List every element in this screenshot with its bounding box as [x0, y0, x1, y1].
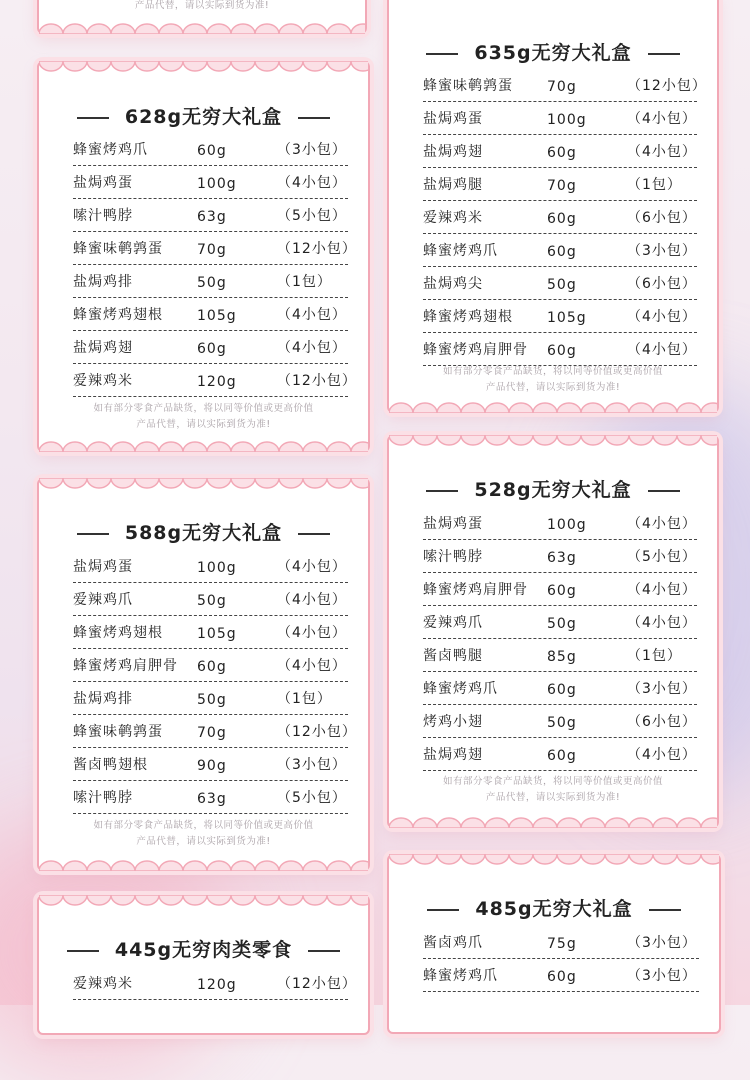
item-quantity: （1包）: [627, 648, 682, 664]
item-quantity: （4小包）: [277, 307, 347, 323]
item-row: [73, 199, 348, 232]
item-weight: 70g: [547, 79, 577, 95]
gift-box-title: 635g无穷大礼盒: [389, 38, 717, 65]
item-name: 盐焗鸡蛋: [73, 559, 133, 575]
footnote: 如有部分零食产品缺货，将以同等价值或更高价值 产品代替，请以实际到货为准!: [442, 366, 663, 393]
item-weight: 100g: [197, 176, 237, 192]
footnote: 如有部分零食产品缺货，将以同等价值或更高价值 产品代替，请以实际到货为准!: [93, 403, 314, 430]
item-row: [423, 672, 697, 705]
item-weight: 60g: [547, 969, 577, 985]
item-name: 蜂蜜烤鸡翅根: [73, 625, 163, 641]
item-weight: 90g: [197, 758, 227, 774]
item-name: 蜂蜜烤鸡翅根: [73, 307, 163, 323]
item-weight: 60g: [547, 583, 577, 599]
item-name: 烤鸡小翅: [423, 714, 483, 730]
item-weight: 50g: [197, 692, 227, 708]
item-row: [73, 550, 348, 583]
item-quantity: （12小包）: [277, 241, 357, 257]
item-weight: 75g: [547, 936, 577, 952]
item-row: [423, 135, 697, 168]
item-weight: 105g: [547, 310, 587, 326]
gift-box-title: 588g无穷大礼盒: [39, 518, 368, 545]
item-weight: 60g: [197, 659, 227, 675]
item-name: 爱辣鸡米: [73, 373, 133, 389]
item-weight: 60g: [547, 244, 577, 260]
item-weight: 120g: [197, 374, 237, 390]
item-quantity: （4小包）: [627, 516, 697, 532]
item-row: [73, 331, 348, 364]
item-row: [423, 333, 697, 366]
gift-box-card-588g: [37, 478, 370, 871]
item-name: 爱辣鸡爪: [73, 592, 133, 608]
item-row: [423, 705, 697, 738]
item-row: [423, 639, 697, 672]
item-name: 嗦汁鸭脖: [73, 790, 133, 806]
item-row: [423, 540, 697, 573]
gift-box-title: 445g无穷肉类零食: [39, 935, 368, 962]
item-row: [73, 298, 348, 331]
item-quantity: （4小包）: [627, 582, 697, 598]
item-weight: 63g: [197, 791, 227, 807]
item-name: 酱卤鸭腿: [423, 648, 483, 664]
item-quantity: （12小包）: [277, 724, 357, 740]
item-name: 盐焗鸡尖: [423, 276, 483, 292]
item-row: [73, 232, 357, 265]
footnote: 如有部分零食产品缺货，将以同等价值或更高价值 产品代替，请以实际到货为准!: [442, 776, 663, 803]
item-quantity: （1包）: [277, 691, 332, 707]
item-quantity: （4小包）: [277, 592, 347, 608]
item-name: 蜂蜜味鹌鹑蛋: [423, 78, 513, 94]
item-quantity: （4小包）: [277, 340, 347, 356]
scalloped-edge: [39, 855, 368, 871]
item-row: [423, 102, 697, 135]
item-name: 蜂蜜烤鸡翅根: [423, 309, 513, 325]
item-row: [423, 234, 697, 267]
scalloped-edge: [39, 478, 368, 494]
item-weight: 50g: [197, 593, 227, 609]
item-row: [423, 300, 697, 333]
item-weight: 105g: [197, 626, 237, 642]
item-row: [73, 682, 348, 715]
scalloped-edge: [389, 397, 717, 413]
item-weight: 60g: [547, 343, 577, 359]
gift-box-title: 528g无穷大礼盒: [389, 475, 717, 502]
item-row: [423, 959, 699, 992]
item-name: 盐焗鸡翅: [423, 144, 483, 160]
item-name: 嗦汁鸭脖: [73, 208, 133, 224]
item-weight: 100g: [547, 112, 587, 128]
item-row: [73, 967, 357, 1000]
item-name: 蜂蜜烤鸡爪: [423, 243, 498, 259]
item-name: 蜂蜜烤鸡爪: [73, 142, 148, 158]
item-quantity: （4小包）: [277, 625, 347, 641]
item-weight: 50g: [547, 616, 577, 632]
item-name: 酱卤鸡爪: [423, 935, 483, 951]
scalloped-edge: [39, 18, 365, 34]
item-name: 盐焗鸡排: [73, 691, 133, 707]
gift-box-card-485g: [387, 854, 721, 1034]
item-quantity: （3小包）: [627, 968, 697, 984]
item-row: [423, 507, 697, 540]
scalloped-edge: [389, 435, 717, 451]
item-quantity: （1包）: [627, 177, 682, 193]
gift-box-card-445g: [37, 895, 370, 1035]
item-list: [73, 133, 357, 397]
item-quantity: （6小包）: [627, 714, 697, 730]
scalloped-edge: [39, 436, 368, 452]
gift-box-card-628g: [37, 61, 370, 452]
item-weight: 70g: [197, 242, 227, 258]
item-quantity: （4小包）: [277, 559, 347, 575]
gift-box-card-635g: [387, 0, 719, 413]
item-weight: 100g: [547, 517, 587, 533]
item-quantity: （3小包）: [627, 681, 697, 697]
item-name: 爱辣鸡米: [423, 210, 483, 226]
item-name: 蜂蜜烤鸡爪: [423, 968, 498, 984]
item-row: [423, 168, 697, 201]
item-name: 嗦汁鸭脖: [423, 549, 483, 565]
item-list: [73, 967, 357, 1000]
item-quantity: （12小包）: [277, 976, 357, 992]
item-weight: 63g: [197, 209, 227, 225]
item-row: [73, 649, 348, 682]
item-weight: 63g: [547, 550, 577, 566]
scalloped-edge: [39, 895, 368, 911]
item-quantity: （4小包）: [627, 144, 697, 160]
item-name: 爱辣鸡爪: [423, 615, 483, 631]
item-name: 蜂蜜味鹌鹑蛋: [73, 241, 163, 257]
item-name: 酱卤鸭翅根: [73, 757, 148, 773]
item-weight: 70g: [197, 725, 227, 741]
item-quantity: （4小包）: [277, 658, 347, 674]
item-list: [423, 926, 699, 992]
footnote: 如有部分零食产品缺货，将以同等价值或更高价值 产品代替，请以实际到货为准!: [93, 820, 314, 847]
scalloped-edge: [39, 61, 368, 77]
item-weight: 60g: [547, 211, 577, 227]
item-weight: 50g: [547, 715, 577, 731]
item-name: 蜂蜜烤鸡肩胛骨: [73, 658, 178, 674]
item-name: 盐焗鸡翅: [73, 340, 133, 356]
gift-box-card-528g: [387, 435, 719, 828]
item-row: [423, 69, 707, 102]
item-quantity: （3小包）: [627, 935, 697, 951]
gift-box-card-fragment: [37, 0, 367, 34]
item-weight: 105g: [197, 308, 237, 324]
item-weight: 70g: [547, 178, 577, 194]
scalloped-edge: [389, 812, 717, 828]
footnote-line: 产品代替，请以实际到货为准!: [134, 0, 270, 11]
item-row: [423, 738, 697, 771]
item-name: 蜂蜜烤鸡肩胛骨: [423, 342, 528, 358]
item-weight: 85g: [547, 649, 577, 665]
item-name: 盐焗鸡翅: [423, 747, 483, 763]
item-quantity: （6小包）: [627, 276, 697, 292]
item-quantity: （12小包）: [627, 78, 707, 94]
item-quantity: （1包）: [277, 274, 332, 290]
item-row: [73, 616, 348, 649]
item-row: [423, 606, 697, 639]
item-name: 盐焗鸡排: [73, 274, 133, 290]
item-list: [423, 69, 707, 366]
item-row: [73, 715, 357, 748]
item-row: [423, 201, 697, 234]
item-quantity: （5小包）: [627, 549, 697, 565]
item-quantity: （3小包）: [627, 243, 697, 259]
item-weight: 60g: [197, 341, 227, 357]
item-weight: 50g: [547, 277, 577, 293]
item-quantity: （3小包）: [277, 757, 347, 773]
item-quantity: （6小包）: [627, 210, 697, 226]
item-row: [73, 364, 357, 397]
item-name: 爱辣鸡米: [73, 976, 133, 992]
item-row: [423, 267, 697, 300]
item-name: 蜂蜜烤鸡爪: [423, 681, 498, 697]
item-row: [73, 133, 348, 166]
item-list: [73, 550, 357, 814]
item-quantity: （3小包）: [277, 142, 347, 158]
item-name: 盐焗鸡腿: [423, 177, 483, 193]
item-weight: 60g: [547, 145, 577, 161]
item-quantity: （5小包）: [277, 790, 347, 806]
item-row: [73, 781, 348, 814]
item-quantity: （4小包）: [627, 615, 697, 631]
item-name: 盐焗鸡蛋: [423, 111, 483, 127]
item-row: [73, 265, 348, 298]
item-quantity: （4小包）: [627, 111, 697, 127]
item-weight: 120g: [197, 977, 237, 993]
item-quantity: （4小包）: [277, 175, 347, 191]
item-weight: 100g: [197, 560, 237, 576]
item-weight: 60g: [547, 748, 577, 764]
item-quantity: （4小包）: [627, 342, 697, 358]
item-quantity: （12小包）: [277, 373, 357, 389]
item-list: [423, 507, 697, 771]
item-row: [73, 748, 348, 781]
item-name: 盐焗鸡蛋: [423, 516, 483, 532]
item-weight: 60g: [547, 682, 577, 698]
item-weight: 60g: [197, 143, 227, 159]
gift-box-title: 485g无穷大礼盒: [389, 894, 719, 921]
item-quantity: （4小包）: [627, 309, 697, 325]
item-row: [423, 926, 699, 959]
scalloped-edge: [389, 854, 719, 870]
item-row: [423, 573, 697, 606]
item-row: [73, 583, 348, 616]
item-name: 蜂蜜味鹌鹑蛋: [73, 724, 163, 740]
item-weight: 50g: [197, 275, 227, 291]
item-quantity: （5小包）: [277, 208, 347, 224]
item-name: 盐焗鸡蛋: [73, 175, 133, 191]
item-name: 蜂蜜烤鸡肩胛骨: [423, 582, 528, 598]
item-quantity: （4小包）: [627, 747, 697, 763]
gift-box-title: 628g无穷大礼盒: [39, 102, 368, 129]
item-row: [73, 166, 348, 199]
